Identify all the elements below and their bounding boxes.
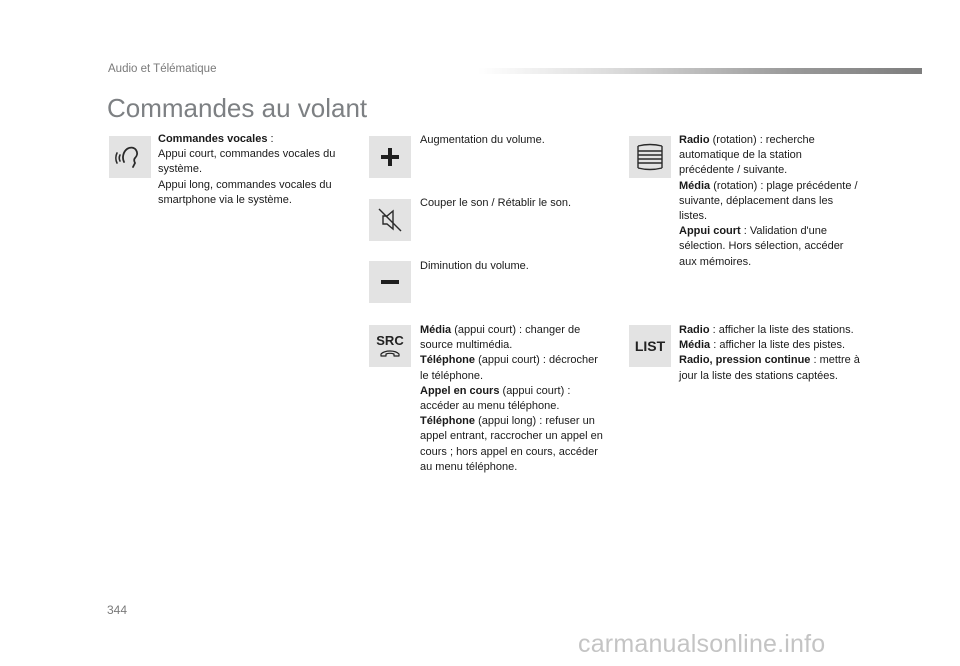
voice-command-icon: [115, 143, 145, 171]
src-button[interactable]: [369, 325, 411, 367]
volume-up-button[interactable]: [369, 136, 411, 178]
src-label: SRC: [376, 333, 404, 348]
voice-command-button[interactable]: [109, 136, 151, 178]
list-description: Radio : afficher la liste des stations. Média : afficher la liste des pistes. Radio, pression continue : mettre à jour la liste des stations captées.: [679, 324, 860, 382]
volume-down-button[interactable]: [369, 261, 411, 303]
volume-down-description: Diminution du volume.: [420, 260, 529, 272]
voice-command-term: Commandes vocales: [158, 133, 268, 145]
page-title: Commandes au volant: [107, 93, 368, 123]
thumbwheel-control[interactable]: [629, 136, 671, 178]
voice-command-description: Commandes vocales : Appui court, commandes vocales du système. Appui long, commandes vocales du smartphone via le système.: [158, 133, 336, 206]
page-number: 344: [107, 603, 128, 617]
thumbwheel-icon: [635, 142, 665, 172]
section-title: Audio et Télématique: [108, 63, 217, 75]
thumbwheel-description: Radio (rotation) : recherche automatique de la station précédente / suivante. Média (rotation) : plage précédente / suivante, déplacement dans les listes. Appui court : Validation d'une sélection. Hors sélection, accéder aux mémoires.: [679, 134, 858, 268]
watermark: carmanualsonline.info: [578, 630, 826, 658]
mute-speaker-icon: [376, 206, 404, 234]
mute-description: Couper le son / Rétablir le son.: [420, 197, 572, 209]
mute-button[interactable]: [369, 199, 411, 241]
list-label: LIST: [634, 338, 666, 354]
phone-icon: [379, 349, 401, 358]
header-rule: [478, 68, 922, 74]
minus-icon: [379, 271, 401, 293]
list-button[interactable]: [629, 325, 671, 367]
volume-up-description: Augmentation du volume.: [420, 134, 545, 146]
src-description: Média (appui court) : changer de source multimédia. Téléphone (appui court) : décrocher le téléphone. Appel en cours (appui court) : accéder au menu téléphone. Téléphone (appui long) : refuser un appel entrant, raccrocher un appel en cours ; hors appel en cours, accéder au menu téléphone.: [420, 324, 603, 473]
plus-icon: [379, 146, 401, 168]
